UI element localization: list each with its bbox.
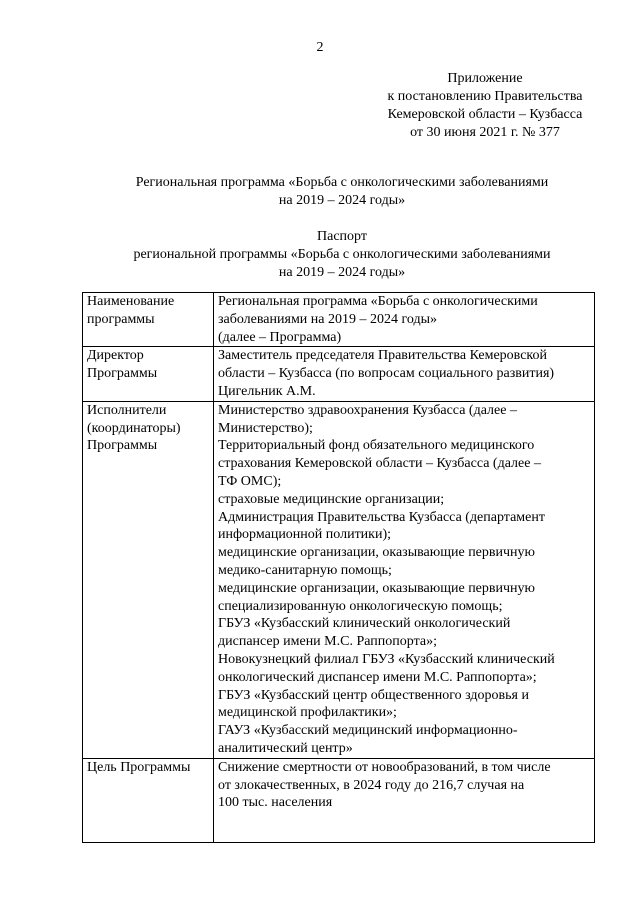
row-label-line: (координаторы) — [87, 420, 181, 436]
table-row — [83, 401, 595, 758]
table-row — [83, 347, 595, 401]
row-label-director — [83, 347, 214, 401]
row-value-line: аналитический центр» — [218, 740, 353, 756]
row-label-line: Наименование — [87, 294, 175, 309]
table-row — [83, 293, 595, 347]
row-label-line: программы — [87, 311, 155, 327]
row-value-line: Снижение смертности от новообразований, в том числе — [218, 759, 551, 775]
row-value-line: диспансер имени М.С. Раппопорта»; — [218, 634, 437, 650]
row-value-line: ГБУЗ «Кузбасский клинический онкологический — [218, 616, 511, 632]
appendix-line: к постановлению Правительства — [387, 89, 583, 104]
row-value-line: медицинские организации, оказывающие первичную — [218, 580, 535, 596]
row-label-executors — [83, 401, 214, 758]
passport-heading — [0, 228, 640, 282]
passport-heading-line: региональной программы «Борьба с онкологическими заболеваниями — [133, 247, 551, 262]
row-label-line: Цель Программы — [87, 759, 191, 775]
row-value-line: Цигельник А.М. — [218, 383, 316, 399]
row-value-line: медико-санитарную помощь; — [218, 562, 392, 578]
row-value-line: Министерство здравоохранения Кузбасса (далее – — [218, 402, 517, 418]
row-value-line: 100 тыс. населения — [218, 795, 333, 811]
row-label-line: Программы — [87, 366, 158, 382]
row-value-line: Региональная программа «Борьба с онкологическими — [218, 294, 538, 309]
appendix-line: Кемеровской области – Кузбасса — [387, 107, 583, 122]
row-value-line: (далее – Программа) — [218, 329, 342, 345]
row-value-line: Министерство); — [218, 420, 313, 436]
row-value-line: ТФ ОМС); — [218, 473, 282, 489]
row-label-line: Директор — [87, 348, 144, 364]
row-value-line: страхования Кемеровской области – Кузбасса (далее – — [218, 456, 541, 472]
passport-heading-line: на 2019 – 2024 годы» — [278, 265, 406, 280]
row-value-line: страховые медицинские организации; — [218, 491, 445, 507]
row-value-line: Заместитель председателя Правительства Кемеровской — [218, 348, 547, 364]
row-value-line: специализированную онкологическую помощь; — [218, 598, 503, 614]
appendix-line: Приложение — [447, 71, 523, 86]
row-value-goal — [214, 758, 595, 842]
row-value-director — [214, 347, 595, 401]
row-value-line: Администрация Правительства Кузбасса (департамент — [218, 509, 545, 525]
row-value-line: Новокузнецкий филиал ГБУЗ «Кузбасский клинический — [218, 651, 555, 667]
row-label-line: Исполнители — [87, 402, 167, 418]
row-value-line: заболеваниями на 2019 – 2024 годы» — [218, 311, 438, 327]
program-title-line: Региональная программа «Борьба с онкологическими заболеваниями — [135, 175, 549, 190]
table-row — [83, 758, 595, 842]
row-value-line: ГБУЗ «Кузбасский центр общественного здоровья и — [218, 687, 529, 703]
row-label-line: Программы — [87, 438, 158, 454]
appendix-block — [365, 70, 605, 142]
row-value-line: области – Кузбасса (по вопросам социального развития) — [218, 366, 555, 382]
program-title-line: на 2019 – 2024 годы» — [278, 193, 406, 208]
row-label-name — [83, 293, 214, 347]
row-value-line: информационной политики); — [218, 527, 392, 543]
program-title — [0, 174, 640, 210]
row-value-line: Территориальный фонд обязательного медицинского — [218, 438, 535, 454]
passport-heading-line: Паспорт — [317, 229, 367, 244]
row-value-line: медицинской профилактики»; — [218, 705, 397, 721]
row-value-line: медицинские организации, оказывающие первичную — [218, 545, 535, 561]
row-value-line: ГАУЗ «Кузбасский медицинский информационно- — [218, 723, 518, 739]
row-value-name — [214, 293, 595, 347]
row-value-line: онкологический диспансер имени М.С. Раппопорта»; — [218, 669, 537, 685]
passport-table — [82, 292, 595, 843]
page-number: 2 — [316, 40, 324, 55]
row-value-executors — [214, 401, 595, 758]
row-value-line: от злокачественных, в 2024 году до 216,7 случая на — [218, 777, 525, 793]
appendix-line: от 30 июня 2021 г. № 377 — [410, 125, 560, 140]
row-label-goal — [83, 758, 214, 842]
